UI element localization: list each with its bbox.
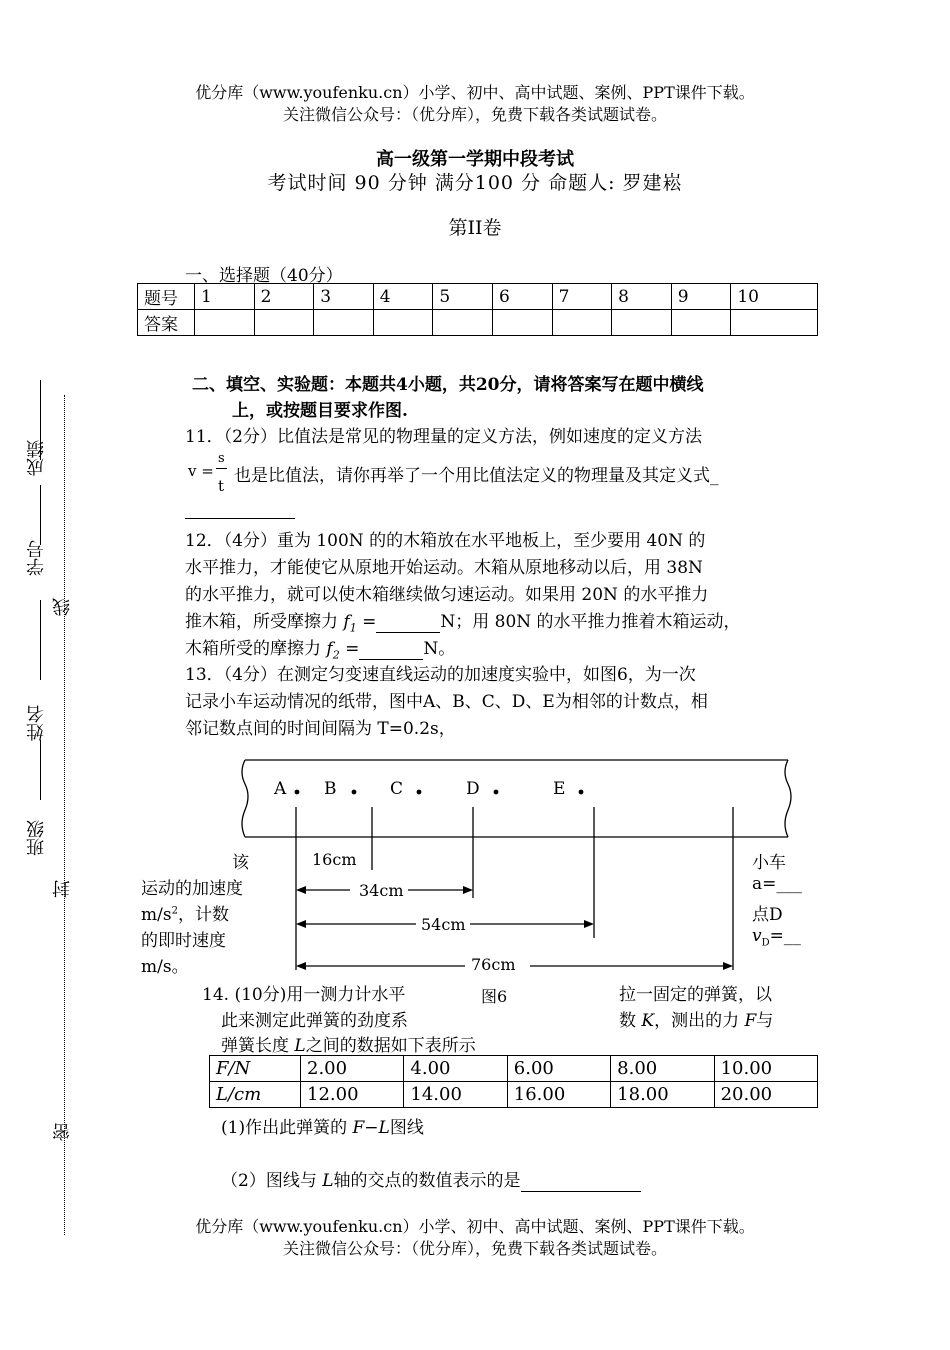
- v-symbol: v: [752, 926, 762, 946]
- name-label: 姓名: [26, 705, 47, 741]
- figure-label: 图6: [481, 987, 508, 1006]
- q13-right-4: [752, 926, 801, 948]
- table-cell: 20.00: [714, 1082, 817, 1108]
- line-label: 线: [52, 598, 73, 616]
- q11-line-2: 也是比值法，请你再举了一个用比值法定义的物理量及其定义式_: [234, 466, 719, 486]
- row-label: 题号: [138, 284, 195, 310]
- q14-sub-2: [221, 1166, 641, 1192]
- v-subscript: D: [761, 937, 770, 949]
- q14-text: 之间的数据如下表所示: [305, 1036, 476, 1056]
- q13-right-3: 点D: [752, 905, 783, 925]
- l-symbol: L: [294, 1036, 306, 1056]
- class-blank[interactable]: [40, 740, 41, 800]
- question-number: 10: [731, 284, 818, 310]
- question-number: 3: [314, 284, 374, 310]
- number-label: 学号: [26, 540, 47, 576]
- f-symbol: F: [744, 1011, 757, 1031]
- answer-table: [137, 283, 818, 336]
- table-cell: 8.00: [611, 1056, 714, 1082]
- q14-text: 与: [756, 1011, 774, 1031]
- question-number: 9: [671, 284, 731, 310]
- table-cell: 18.00: [611, 1082, 714, 1108]
- table-cell: 14.00: [404, 1082, 507, 1108]
- q13-left-3-text: ，计数: [177, 905, 229, 925]
- f1-symbol: f: [343, 612, 350, 632]
- table-row: [138, 310, 818, 336]
- k-symbol: K: [641, 1011, 655, 1031]
- q14-line-2: 此来测定此弹簧的劲度系: [221, 1011, 408, 1031]
- answer-cell[interactable]: [671, 310, 731, 336]
- exam-info: 考试时间 90 分钟 满分100 分 命题人: 罗建崧: [267, 172, 683, 194]
- table-row: [210, 1056, 818, 1082]
- point-label-b: B: [324, 779, 337, 799]
- q11-answer-blank[interactable]: [185, 518, 295, 519]
- q14-line-2-right: [619, 1006, 773, 1031]
- q14-text: 弹簧长度: [221, 1036, 295, 1056]
- unit-superscript: 2: [171, 905, 178, 917]
- question-number: 4: [373, 284, 433, 310]
- footer-line-2: 关注微信公众号：（优分库），免费下载各类试题试卷。: [282, 1239, 667, 1258]
- f2-answer-blank[interactable]: [359, 639, 423, 660]
- fraction-bar: [216, 468, 227, 469]
- question-number: 6: [492, 284, 552, 310]
- section2-heading-1: 二、填空、实验题：本题共4小题，共20分，请将答案写在题中横线: [192, 375, 704, 395]
- answer-cell[interactable]: [612, 310, 672, 336]
- q14-text: 图线: [389, 1118, 424, 1138]
- q11-formula-den: t: [218, 477, 225, 495]
- q14-text: ，测出的力: [654, 1011, 745, 1031]
- table-cell: 16.00: [507, 1082, 610, 1108]
- q14-text: 数: [619, 1011, 642, 1031]
- q12-line-5-text: 木箱所受的摩擦力: [185, 639, 321, 659]
- q14-text: （2）图线与: [221, 1171, 323, 1191]
- table-row: [210, 1082, 818, 1108]
- q11-line-1: 11．（2分）比值法是常见的物理量的定义方法，例如速度的定义方法: [185, 427, 702, 447]
- unit-text: m/s: [141, 905, 172, 925]
- row-label: F/N: [210, 1056, 301, 1082]
- footer-line-1: 优分库（www.youfenku.cn）小学、初中、高中试题、案例、PPT课件下载。: [195, 1217, 755, 1236]
- distance-76cm: 76cm: [471, 955, 516, 974]
- answer-cell[interactable]: [254, 310, 314, 336]
- q12-line-5: [185, 634, 455, 661]
- q12-line-5-text-b: N。: [423, 639, 456, 659]
- spring-data-table: [209, 1055, 818, 1108]
- q13-line-2: 记录小车运动情况的纸带，图中A、B、C、D、E为相邻的计数点，相: [185, 692, 708, 712]
- q12-line-2: 水平推力，才能使它从原地开始运动。木箱从原地移动以后，用 38N: [185, 558, 703, 578]
- q12-line-4-text: 推木箱，所受摩擦力: [185, 612, 338, 632]
- row-label: 答案: [138, 310, 195, 336]
- answer-cell[interactable]: [731, 310, 818, 336]
- distance-16cm: 16cm: [312, 850, 357, 869]
- header-line-2: 关注微信公众号：（优分库），免费下载各类试题试卷。: [282, 105, 667, 124]
- q14-answer-blank[interactable]: [521, 1171, 641, 1192]
- question-number: 5: [433, 284, 493, 310]
- question-number: 2: [254, 284, 314, 310]
- seal-label: 封: [52, 880, 73, 898]
- table-cell: 6.00: [507, 1056, 610, 1082]
- q13-right-2: a=___: [752, 874, 802, 894]
- secret-label: 密: [52, 1123, 73, 1141]
- section2-heading-2: 上，或按题目要求作图.: [232, 401, 408, 421]
- binding-line: [64, 395, 65, 1235]
- section1-heading: 一、选择题（40分）: [185, 266, 343, 286]
- q14-line-1: 14. (10分)用一测力计水平: [202, 985, 406, 1005]
- class-label: 班级: [26, 820, 47, 856]
- answer-cell[interactable]: [195, 310, 255, 336]
- q14-text: (1)作出此弹簧的: [221, 1118, 353, 1138]
- question-number: 1: [195, 284, 255, 310]
- equals-sign: =: [339, 639, 360, 659]
- q13-left-5: m/s。: [141, 957, 189, 977]
- exam-title: 高一级第一学期中段考试: [376, 149, 574, 170]
- q14-line-1-right: 拉一固定的弹簧，以: [619, 985, 772, 1005]
- q13-right-4-text: =__: [769, 926, 801, 946]
- answer-cell[interactable]: [314, 310, 374, 336]
- equals-sign: =: [356, 612, 377, 632]
- l-symbol: L: [322, 1171, 334, 1191]
- f1-answer-blank[interactable]: [376, 612, 440, 633]
- point-label-d: D: [466, 779, 480, 799]
- q11-formula-num: s: [218, 451, 225, 466]
- q14-line-3: [221, 1031, 476, 1056]
- point-label-c: C: [390, 779, 404, 799]
- q13-line-1: 13．（4分）在测定匀变速直线运动的加速度实验中，如图6，为一次: [185, 665, 696, 685]
- question-number: 8: [612, 284, 672, 310]
- name-blank[interactable]: [40, 600, 41, 680]
- q13-left-3: [141, 900, 229, 925]
- q14-sub-1: [221, 1113, 424, 1138]
- volume-label: 第II卷: [448, 217, 502, 239]
- answer-cell[interactable]: [492, 310, 552, 336]
- distance-54cm: 54cm: [421, 915, 466, 934]
- distance-34cm: 34cm: [359, 881, 404, 900]
- score-label: 成绩: [26, 440, 47, 476]
- q13-left-2: 运动的加速度: [141, 879, 243, 899]
- q13-left-4: 的即时速度: [141, 931, 226, 951]
- table-cell: 10.00: [714, 1056, 817, 1082]
- answer-cell[interactable]: [552, 310, 612, 336]
- q11-formula-v: v =: [188, 462, 214, 480]
- q12-line-4-text-b: N；用 80N 的水平推力推着木箱运动，: [440, 612, 741, 632]
- q12-line-4: [185, 607, 741, 634]
- q12-line-3: 的水平推力，就可以使木箱继续做匀速运动。如果用 20N 的水平推力: [185, 585, 709, 605]
- table-cell: 12.00: [301, 1082, 404, 1108]
- point-label-e: E: [553, 779, 566, 799]
- table-cell: 2.00: [301, 1056, 404, 1082]
- q13-left-1: 该: [232, 853, 249, 873]
- number-blank[interactable]: [40, 485, 41, 545]
- table-cell: 4.00: [404, 1056, 507, 1082]
- f-l-symbol: F−L: [352, 1118, 390, 1138]
- q13-line-3: 邻记数点间的时间间隔为 T=0.2s，: [185, 719, 456, 739]
- f1-subscript: 1: [349, 621, 357, 635]
- table-row: [138, 284, 818, 310]
- question-number: 7: [552, 284, 612, 310]
- row-label: L/cm: [210, 1082, 301, 1108]
- answer-cell[interactable]: [433, 310, 493, 336]
- q12-line-1: 12．（4分）重为 100N 的的木箱放在水平地板上，至少要用 40N 的: [185, 531, 706, 551]
- f2-subscript: 2: [332, 648, 340, 662]
- f2-symbol: f: [326, 639, 333, 659]
- point-label-a: A: [274, 779, 287, 799]
- header-line-1: 优分库（www.youfenku.cn）小学、初中、高中试题、案例、PPT课件下载。: [195, 83, 755, 102]
- answer-cell[interactable]: [373, 310, 433, 336]
- q14-text: 轴的交点的数值表示的是: [333, 1171, 521, 1191]
- q13-right-1: 小车: [752, 853, 786, 873]
